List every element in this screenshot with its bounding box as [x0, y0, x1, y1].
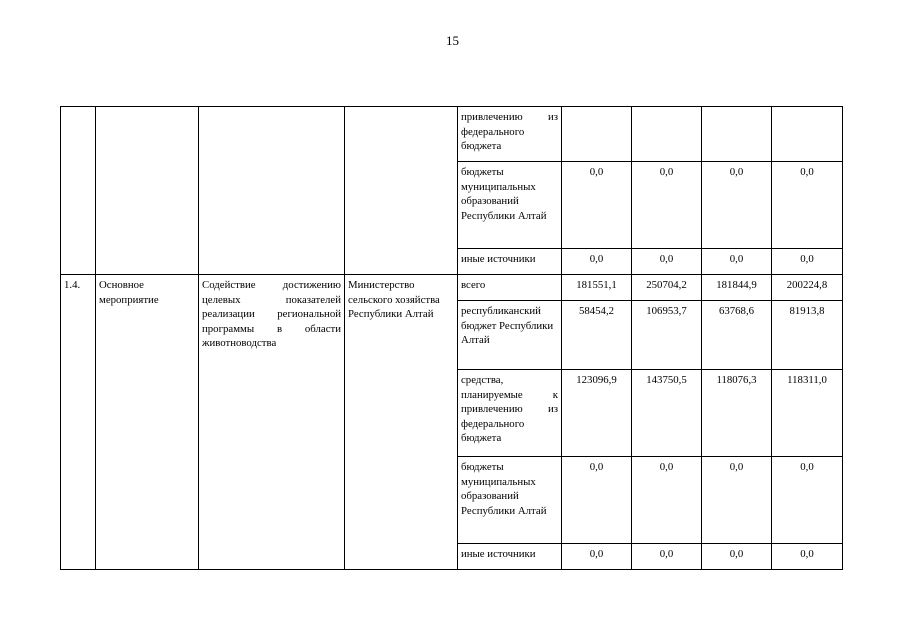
value-cell: 0,0: [772, 249, 843, 275]
item-description-cell: Содействие достижению целевых показателей реализации региональной программы в области животноводства: [199, 275, 345, 570]
item-executor-cell: Министерство сельского хозяйства Республики Алтай: [345, 275, 458, 570]
value-cell: 0,0: [772, 544, 843, 570]
value-cell: 0,0: [772, 162, 843, 249]
empty-description-cell: [199, 107, 345, 275]
value-cell: 58454,2: [562, 301, 632, 370]
value-cell: 0,0: [702, 457, 772, 544]
empty-executor-cell: [345, 107, 458, 275]
source-cell: всего: [458, 275, 562, 301]
value-cell: 181551,1: [562, 275, 632, 301]
table-row: [61, 107, 843, 162]
value-cell: 0,0: [562, 162, 632, 249]
item-name-cell: Основное мероприятие: [96, 275, 199, 570]
value-cell: 0,0: [562, 544, 632, 570]
value-cell: 0,0: [562, 249, 632, 275]
value-cell: 0,0: [702, 249, 772, 275]
value-cell: [772, 107, 843, 162]
empty-number-cell: [61, 107, 96, 275]
value-cell: 0,0: [562, 457, 632, 544]
item-number-cell: 1.4.: [61, 275, 96, 570]
value-cell: 0,0: [702, 544, 772, 570]
value-cell: 0,0: [702, 162, 772, 249]
empty-name-cell: [96, 107, 199, 275]
value-cell: 0,0: [632, 162, 702, 249]
value-cell: 181844,9: [702, 275, 772, 301]
page-number: 15: [446, 33, 459, 48]
source-cell: иные источники: [458, 544, 562, 570]
value-cell: 0,0: [772, 457, 843, 544]
value-cell: 250704,2: [632, 275, 702, 301]
source-cell: иные источники: [458, 249, 562, 275]
value-cell: 143750,5: [632, 370, 702, 457]
source-cell: средства, планируемые к привлечению из федерального бюджета: [458, 370, 562, 457]
value-cell: [632, 107, 702, 162]
table-row: [61, 275, 843, 301]
source-cell: бюджеты муниципальных образований Республики Алтай: [458, 457, 562, 544]
value-cell: 63768,6: [702, 301, 772, 370]
source-cell: республиканский бюджет Республики Алтай: [458, 301, 562, 370]
value-cell: 123096,9: [562, 370, 632, 457]
source-cell: бюджеты муниципальных образований Республики Алтай: [458, 162, 562, 249]
value-cell: 106953,7: [632, 301, 702, 370]
value-cell: 81913,8: [772, 301, 843, 370]
value-cell: 0,0: [632, 544, 702, 570]
value-cell: 0,0: [632, 457, 702, 544]
value-cell: 118076,3: [702, 370, 772, 457]
value-cell: [702, 107, 772, 162]
budget-table: [60, 106, 843, 570]
value-cell: 200224,8: [772, 275, 843, 301]
source-cell: привлечению из федерального бюджета: [458, 107, 562, 162]
value-cell: 0,0: [632, 249, 702, 275]
value-cell: 118311,0: [772, 370, 843, 457]
value-cell: [562, 107, 632, 162]
